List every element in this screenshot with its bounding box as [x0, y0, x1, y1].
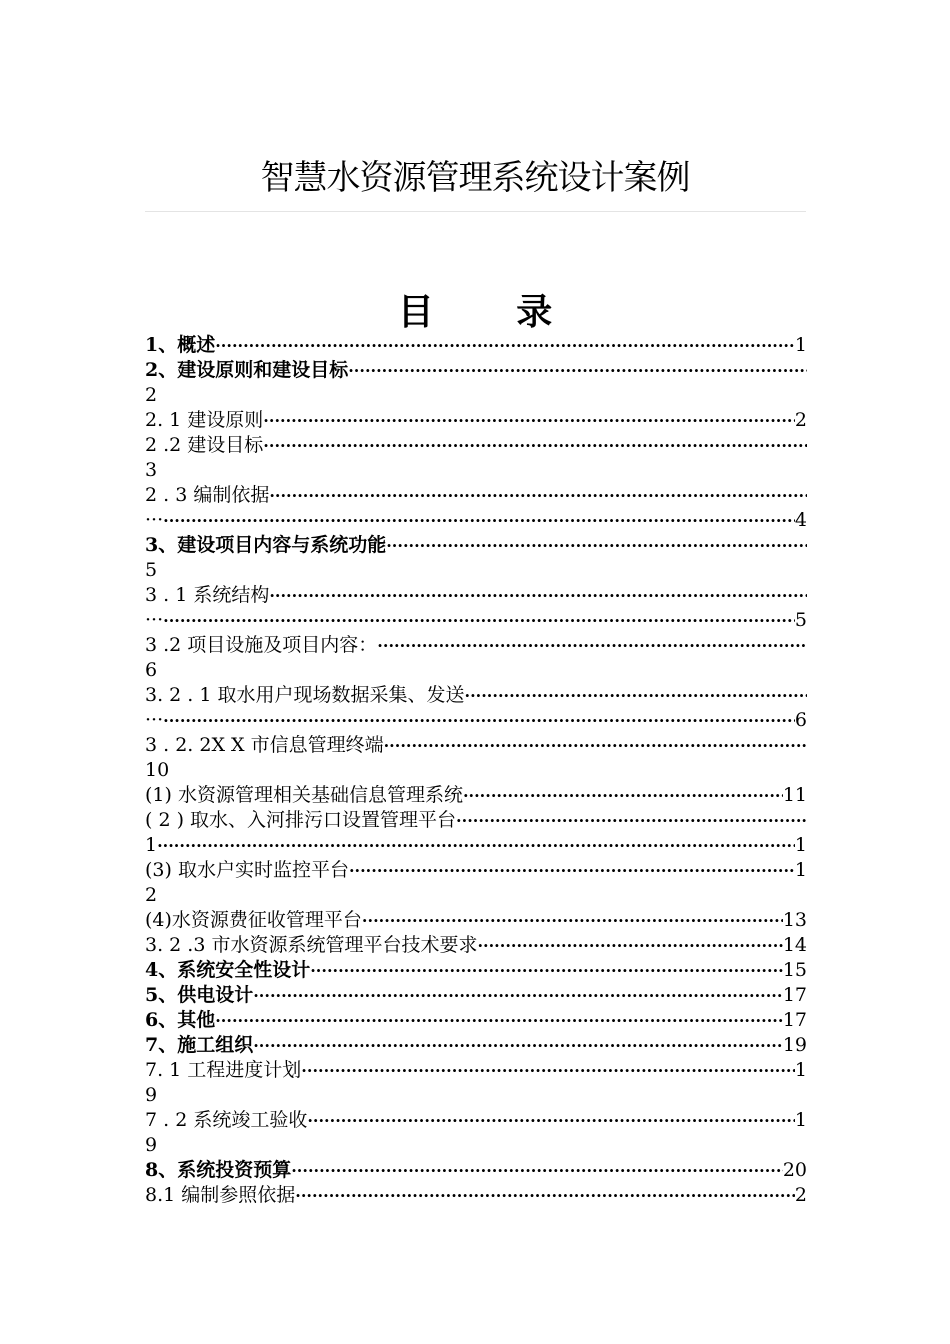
toc-dot-leader [263, 408, 795, 433]
toc-entry-title: 3 .2 项目设施及项目内容： [145, 634, 378, 656]
toc-entry[interactable] [145, 808, 807, 833]
toc-page-number: 11 [782, 784, 807, 806]
toc-dot-leader [215, 1008, 783, 1033]
toc-dot-leader [163, 508, 795, 533]
toc-page-number: 5 [794, 609, 807, 631]
toc-entry[interactable] [145, 783, 807, 808]
toc-page-number: 1 [794, 334, 807, 356]
toc-dot-leader [269, 483, 807, 508]
toc-page-number: 6 [794, 709, 807, 731]
toc-entry[interactable] [145, 658, 807, 683]
toc-heading: 目 录 [397, 291, 553, 333]
toc-page-number: 13 [782, 909, 807, 931]
toc-dot-leader [157, 833, 795, 858]
toc-page-number: 10 [145, 759, 170, 781]
toc-entry[interactable] [145, 1183, 807, 1208]
toc-entry[interactable] [145, 633, 807, 658]
toc-entry[interactable] [145, 933, 807, 958]
toc-entry-title: 7. 1 工程进度计划 [145, 1059, 302, 1081]
toc-entry-title: (4)水资源费征收管理平台 [145, 909, 362, 931]
toc-entry[interactable] [145, 358, 807, 383]
toc-page-number: 5 [145, 559, 158, 581]
toc-entry[interactable] [145, 483, 807, 508]
toc-entry[interactable] [145, 1133, 807, 1158]
toc-dot-leader [263, 433, 807, 458]
toc-dot-leader [253, 983, 783, 1008]
toc-entry-title: 3. 2 . 1 取水用户现场数据采集、发送 [145, 684, 465, 706]
toc-dot-leader [456, 808, 807, 833]
toc-dot-leader [386, 533, 807, 558]
toc-entry-title: 1、概述 [145, 334, 216, 356]
toc-entry[interactable] [145, 958, 807, 983]
toc-entry[interactable] [145, 1108, 807, 1133]
toc-page-number: 20 [782, 1159, 807, 1181]
toc-entry-title: (3) 取水户实时监控平台 [145, 859, 349, 881]
toc-entry-title: 8.1 编制参照依据 [145, 1184, 296, 1206]
toc-entry-title: 3、建设项目内容与系统功能 [145, 534, 387, 556]
toc-entry-title: ··· [145, 509, 164, 531]
toc-dot-leader [269, 583, 807, 608]
toc-entry-title: 3 . 2. 2X X 市信息管理终端 [145, 734, 384, 756]
toc-page-number: 3 [145, 459, 158, 481]
toc-entry-title: ··· [145, 609, 164, 631]
toc-entry[interactable] [145, 333, 807, 358]
toc-entry-title: 4、系统安全性设计 [145, 959, 311, 981]
toc-entry-title: 2、建设原则和建设目标 [145, 359, 349, 381]
toc-page-number: 2 [794, 1184, 807, 1206]
toc-dot-leader [163, 708, 795, 733]
toc-entry[interactable] [145, 708, 807, 733]
toc-entry[interactable] [145, 908, 807, 933]
toc-entry[interactable] [145, 1008, 807, 1033]
toc-entry[interactable] [145, 1033, 807, 1058]
document-title: 智慧水资源管理系统设计案例 [260, 158, 690, 198]
toc-page-number: 14 [782, 934, 807, 956]
toc-page-number: 17 [782, 1009, 807, 1031]
toc-dot-leader [362, 908, 783, 933]
toc-dot-leader [163, 608, 795, 633]
toc-entry-title: ( 2 ) 取水、入河排污口设置管理平台 [145, 809, 457, 831]
toc-entry[interactable] [145, 1058, 807, 1083]
toc-dot-leader [291, 1158, 783, 1183]
toc-page-number: 4 [794, 509, 807, 531]
toc-entry-title: 1 [145, 834, 158, 856]
toc-entry-title: 8、系统投资预算 [145, 1159, 292, 1181]
toc-page-number: 19 [782, 1034, 807, 1056]
toc-page-number: 2 [145, 884, 158, 906]
toc-entry[interactable] [145, 833, 807, 858]
toc-entry-title: 7 . 2 系统竣工验收 [145, 1109, 308, 1131]
toc-page-number: 9 [145, 1084, 158, 1106]
toc-dot-leader [463, 783, 783, 808]
toc-page-number: 1 [794, 859, 807, 881]
toc-entry[interactable] [145, 458, 807, 483]
toc-entry[interactable] [145, 883, 807, 908]
toc-entry-title: 2 .2 建设目标 [145, 434, 264, 456]
toc-entry-title: 2 . 3 编制依据 [145, 484, 270, 506]
toc-page-number: 2 [794, 409, 807, 431]
toc-dot-leader [348, 358, 807, 383]
toc-entry[interactable] [145, 558, 807, 583]
toc-entry[interactable] [145, 683, 807, 708]
toc-entry[interactable] [145, 733, 807, 758]
toc-entry[interactable] [145, 983, 807, 1008]
toc-entry[interactable] [145, 1158, 807, 1183]
toc-entry-title: (1) 水资源管理相关基础信息管理系统 [145, 784, 463, 806]
toc-entry[interactable] [145, 383, 807, 408]
toc-dot-leader [310, 958, 783, 983]
toc-dot-leader [377, 633, 807, 658]
toc-entry-title: 2. 1 建设原则 [145, 409, 264, 431]
toc-page-number: 2 [145, 384, 158, 406]
toc-page-number: 1 [794, 1109, 807, 1131]
toc-entry[interactable] [145, 858, 807, 883]
toc-dot-leader [307, 1108, 795, 1133]
toc-entry[interactable] [145, 1083, 807, 1108]
toc-entry-title: 6、其他 [145, 1009, 216, 1031]
toc-dot-leader [465, 683, 807, 708]
toc-entry[interactable] [145, 433, 807, 458]
toc-entry[interactable] [145, 583, 807, 608]
toc-entry[interactable] [145, 608, 807, 633]
toc-dot-leader [349, 858, 795, 883]
toc-entry[interactable] [145, 533, 807, 558]
toc-dot-leader [215, 333, 795, 358]
toc-page-number: 15 [782, 959, 807, 981]
toc-dot-leader [477, 933, 782, 958]
toc-dot-leader [295, 1183, 795, 1208]
toc-page-number: 17 [782, 984, 807, 1006]
toc-entry[interactable] [145, 508, 807, 533]
toc-page-number: 1 [794, 1059, 807, 1081]
toc-entry-title: 3 . 1 系统结构 [145, 584, 270, 606]
toc-dot-leader [301, 1058, 795, 1083]
toc-dot-leader [384, 733, 807, 758]
toc-entry-title: ··· [145, 709, 164, 731]
toc-entry-title: 3. 2 .3 市水资源系统管理平台技术要求 [145, 934, 478, 956]
table-of-contents [145, 333, 807, 1208]
toc-entry[interactable] [145, 408, 807, 433]
toc-dot-leader [253, 1033, 783, 1058]
toc-page-number: 6 [145, 659, 158, 681]
toc-entry[interactable] [145, 758, 807, 783]
title-divider [145, 211, 806, 212]
toc-entry-title: 5、供电设计 [145, 984, 254, 1006]
toc-entry-title: 7、施工组织 [145, 1034, 254, 1056]
toc-page-number: 9 [145, 1134, 158, 1156]
toc-page-number: 1 [794, 834, 807, 856]
